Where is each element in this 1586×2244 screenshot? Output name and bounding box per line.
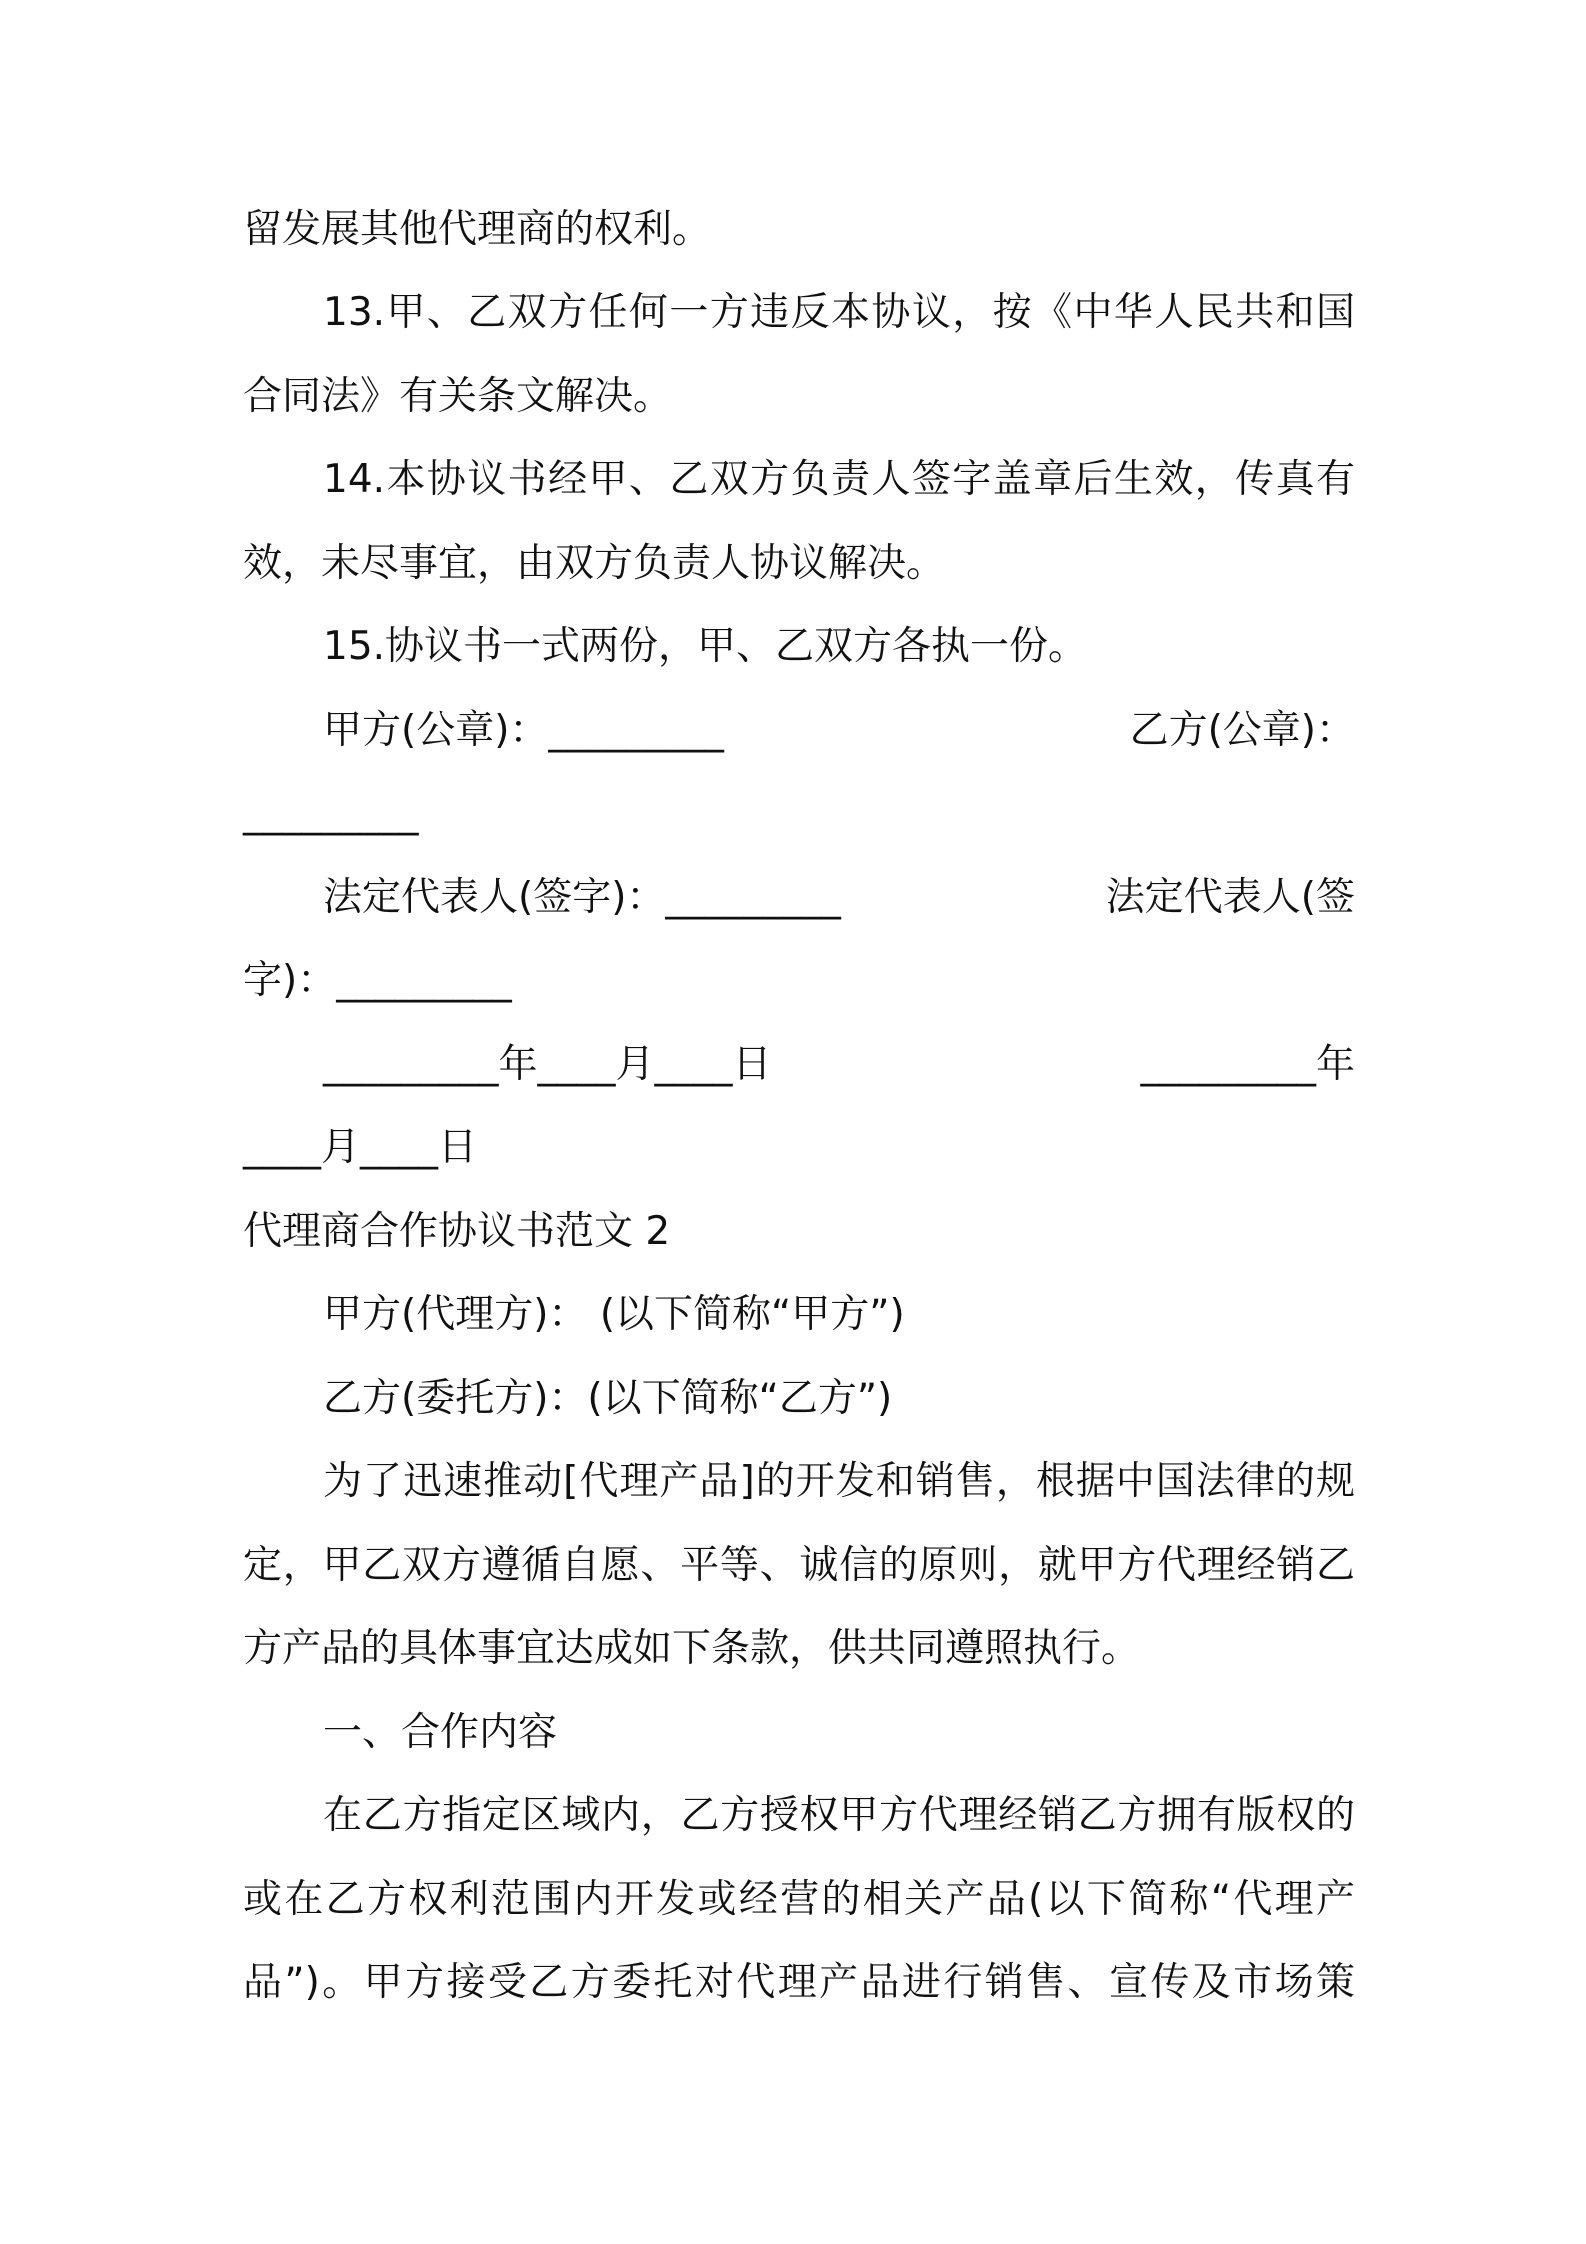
intro-line-3: 方产品的具体事宜达成如下条款，供共同遵照执行。 [243, 1626, 1141, 1671]
content-line-2: 或在乙方权利范围内开发或经营的相关产品(以下简称“代理产 [243, 1877, 1355, 1922]
date-b-cont: ____月____日 [243, 1125, 478, 1170]
date-a: _________年____月____日 [323, 1042, 772, 1087]
party-a-seal: 甲方(公章)：_________ [323, 708, 724, 753]
intro-line-2: 定，甲乙双方遵循自愿、平等、诚信的原则，就甲方代理经销乙 [243, 1543, 1355, 1588]
rep-a-signature: 法定代表人(签字)：_________ [323, 875, 841, 920]
intro-line-1: 为了迅速推动[代理产品]的开发和销售，根据中国法律的规 [323, 1459, 1355, 1504]
date-b: _________年 [1140, 1042, 1355, 1087]
clause-14-line-1: 14.本协议书经甲、乙双方负责人签字盖章后生效，传真有 [323, 457, 1355, 502]
content-line-1: 在乙方指定区域内，乙方授权甲方代理经销乙方拥有版权的 [323, 1793, 1355, 1838]
clause-14-line-2: 效，未尽事宜，由双方负责人协议解决。 [243, 541, 946, 586]
section-2-party-a: 甲方(代理方)： (以下简称“甲方”) [323, 1292, 905, 1337]
seal-row [243, 701, 1355, 761]
rep-b-signature-cont: 字)：_________ [243, 958, 512, 1003]
date-row [243, 1035, 1355, 1095]
clause-15: 15.协议书一式两份，甲、乙双方各执一份。 [323, 624, 1088, 669]
party-b-seal-blank: _________ [243, 791, 419, 836]
text-line-1: 留发展其他代理商的权利。 [243, 207, 712, 252]
rep-b-signature: 法定代表人(签 [1105, 875, 1355, 920]
clause-13-line-1: 13.甲、乙双方任何一方违反本协议，按《中华人民共和国 [323, 290, 1355, 335]
content-line-3: 品”)。甲方接受乙方委托对代理产品进行销售、宣传及市场策 [243, 1960, 1355, 2005]
representative-row [243, 868, 1355, 928]
clause-13-line-2: 合同法》有关条文解决。 [243, 374, 673, 419]
heading-cooperation-content: 一、合作内容 [323, 1710, 558, 1755]
section-2-party-b: 乙方(委托方)：(以下简称“乙方”) [323, 1376, 893, 1421]
section-2-title: 代理商合作协议书范文 2 [243, 1209, 671, 1254]
party-b-seal: 乙方(公章)： [1129, 708, 1355, 753]
